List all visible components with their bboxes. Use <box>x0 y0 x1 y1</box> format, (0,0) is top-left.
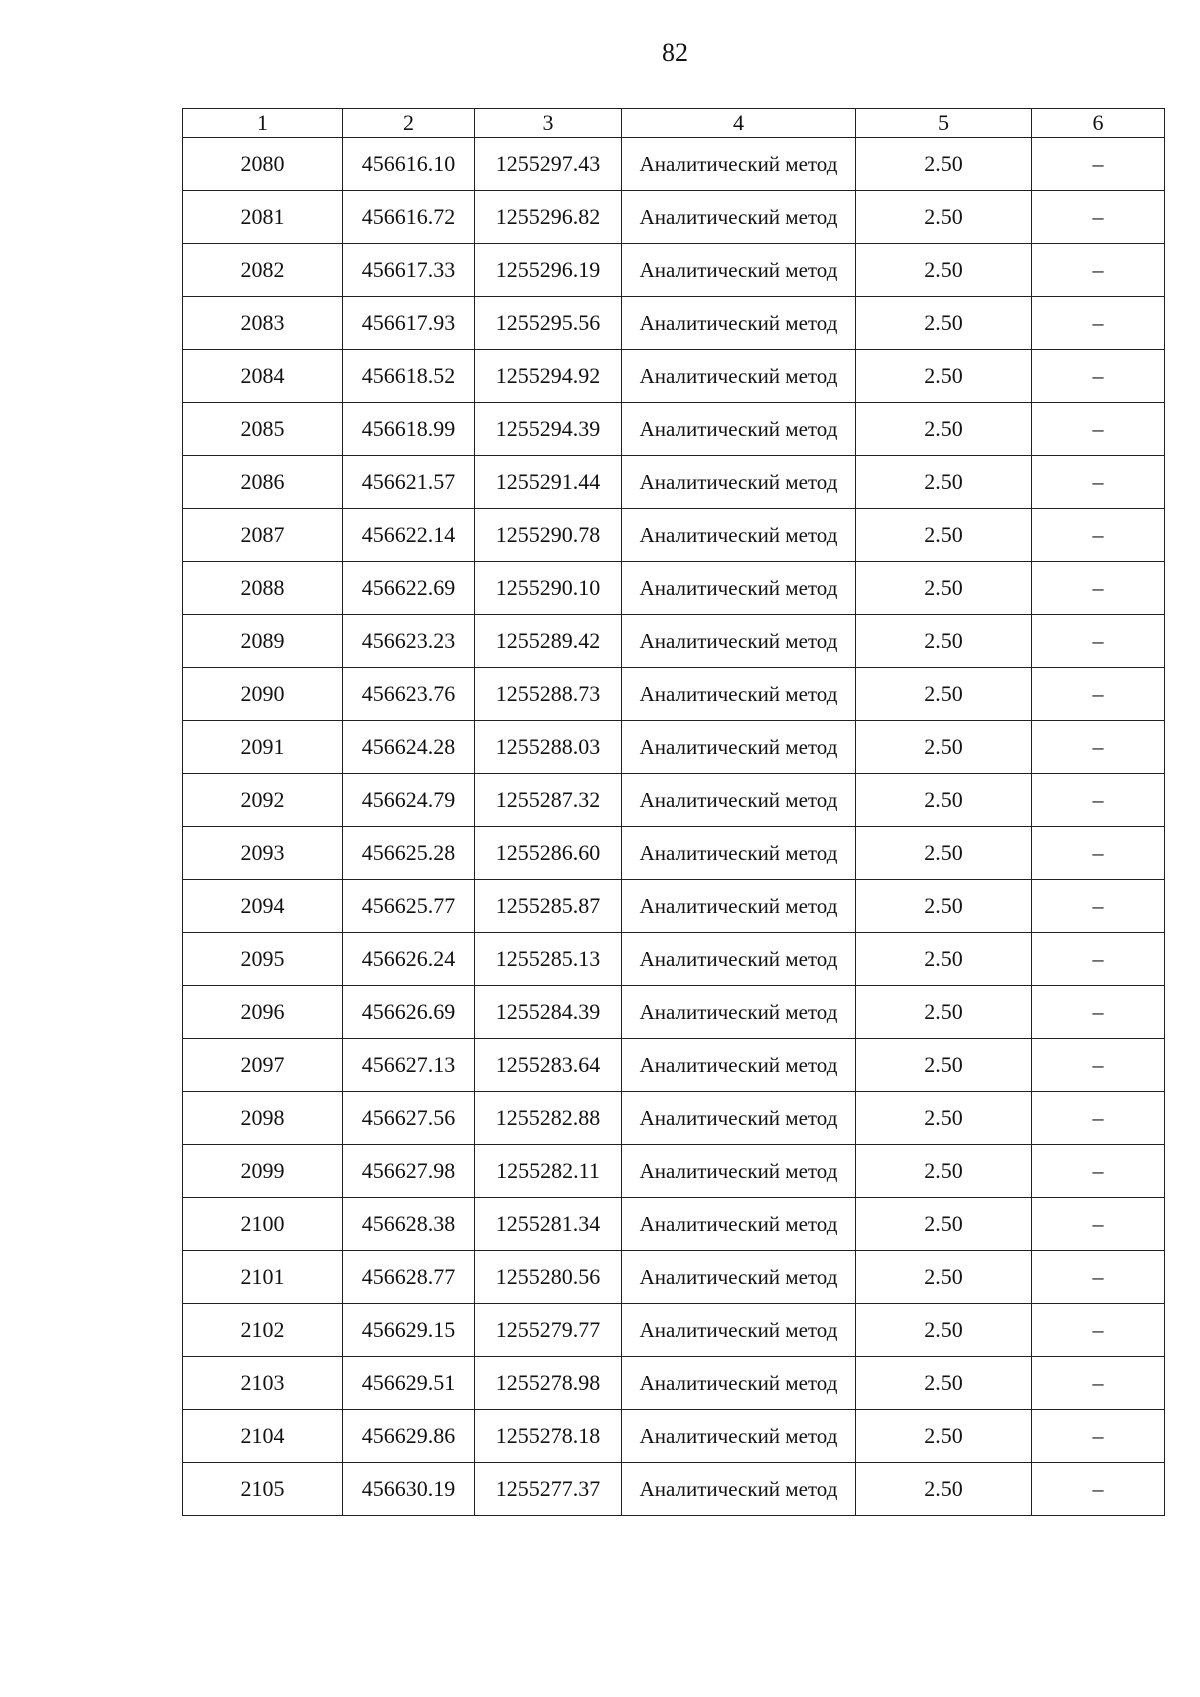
cell-point-number: 2099 <box>183 1145 343 1198</box>
cell-method: Аналитический метод <box>622 403 856 456</box>
table-row <box>183 191 1165 244</box>
cell-method: Аналитический метод <box>622 827 856 880</box>
table-row <box>183 456 1165 509</box>
table-row <box>183 880 1165 933</box>
cell-point-number: 2101 <box>183 1251 343 1304</box>
cell-note: – <box>1032 1092 1165 1145</box>
cell-point-number: 2092 <box>183 774 343 827</box>
cell-method: Аналитический метод <box>622 138 856 191</box>
cell-note: – <box>1032 1039 1165 1092</box>
cell-y-coordinate: 1255282.88 <box>475 1092 622 1145</box>
cell-note: – <box>1032 668 1165 721</box>
table-header <box>183 109 1165 138</box>
cell-point-number: 2094 <box>183 880 343 933</box>
cell-method: Аналитический метод <box>622 1145 856 1198</box>
cell-y-coordinate: 1255277.37 <box>475 1463 622 1516</box>
cell-note: – <box>1032 244 1165 297</box>
cell-method: Аналитический метод <box>622 774 856 827</box>
cell-x-coordinate: 456625.28 <box>343 827 475 880</box>
cell-error: 2.50 <box>856 297 1032 350</box>
cell-error: 2.50 <box>856 350 1032 403</box>
cell-method: Аналитический метод <box>622 1410 856 1463</box>
cell-error: 2.50 <box>856 244 1032 297</box>
column-header-point-number: 1 <box>183 109 343 138</box>
cell-error: 2.50 <box>856 774 1032 827</box>
page-number: 82 <box>662 38 688 67</box>
cell-error: 2.50 <box>856 1357 1032 1410</box>
cell-error: 2.50 <box>856 1092 1032 1145</box>
cell-x-coordinate: 456629.15 <box>343 1304 475 1357</box>
table-row <box>183 668 1165 721</box>
cell-y-coordinate: 1255281.34 <box>475 1198 622 1251</box>
cell-method: Аналитический метод <box>622 880 856 933</box>
cell-y-coordinate: 1255290.10 <box>475 562 622 615</box>
table-row <box>183 615 1165 668</box>
cell-note: – <box>1032 986 1165 1039</box>
cell-note: – <box>1032 615 1165 668</box>
cell-x-coordinate: 456629.86 <box>343 1410 475 1463</box>
cell-method: Аналитический метод <box>622 986 856 1039</box>
table-row <box>183 827 1165 880</box>
cell-error: 2.50 <box>856 191 1032 244</box>
column-header-method: 4 <box>622 109 856 138</box>
cell-y-coordinate: 1255289.42 <box>475 615 622 668</box>
table-row <box>183 986 1165 1039</box>
table-row <box>183 244 1165 297</box>
coordinates-table <box>182 108 1165 1516</box>
table-row <box>183 721 1165 774</box>
cell-point-number: 2084 <box>183 350 343 403</box>
cell-point-number: 2082 <box>183 244 343 297</box>
cell-note: – <box>1032 827 1165 880</box>
cell-x-coordinate: 456616.72 <box>343 191 475 244</box>
cell-y-coordinate: 1255283.64 <box>475 1039 622 1092</box>
table-row <box>183 774 1165 827</box>
cell-method: Аналитический метод <box>622 615 856 668</box>
cell-x-coordinate: 456617.93 <box>343 297 475 350</box>
cell-x-coordinate: 456625.77 <box>343 880 475 933</box>
cell-x-coordinate: 456624.79 <box>343 774 475 827</box>
table-row <box>183 1251 1165 1304</box>
table-row <box>183 562 1165 615</box>
cell-note: – <box>1032 403 1165 456</box>
cell-error: 2.50 <box>856 403 1032 456</box>
table-row <box>183 1304 1165 1357</box>
cell-error: 2.50 <box>856 1463 1032 1516</box>
cell-y-coordinate: 1255278.98 <box>475 1357 622 1410</box>
cell-x-coordinate: 456627.13 <box>343 1039 475 1092</box>
cell-method: Аналитический метод <box>622 933 856 986</box>
cell-x-coordinate: 456627.98 <box>343 1145 475 1198</box>
cell-y-coordinate: 1255291.44 <box>475 456 622 509</box>
cell-error: 2.50 <box>856 456 1032 509</box>
table-row <box>183 350 1165 403</box>
cell-error: 2.50 <box>856 615 1032 668</box>
cell-y-coordinate: 1255288.73 <box>475 668 622 721</box>
cell-x-coordinate: 456630.19 <box>343 1463 475 1516</box>
cell-point-number: 2102 <box>183 1304 343 1357</box>
cell-error: 2.50 <box>856 1304 1032 1357</box>
cell-point-number: 2100 <box>183 1198 343 1251</box>
column-header-note: 6 <box>1032 109 1165 138</box>
cell-method: Аналитический метод <box>622 721 856 774</box>
table-row <box>183 297 1165 350</box>
table-row <box>183 1039 1165 1092</box>
table-row <box>183 1092 1165 1145</box>
cell-method: Аналитический метод <box>622 1251 856 1304</box>
cell-method: Аналитический метод <box>622 456 856 509</box>
cell-note: – <box>1032 880 1165 933</box>
cell-point-number: 2091 <box>183 721 343 774</box>
cell-note: – <box>1032 1198 1165 1251</box>
cell-x-coordinate: 456627.56 <box>343 1092 475 1145</box>
cell-x-coordinate: 456616.10 <box>343 138 475 191</box>
cell-x-coordinate: 456626.24 <box>343 933 475 986</box>
cell-y-coordinate: 1255296.82 <box>475 191 622 244</box>
cell-y-coordinate: 1255287.32 <box>475 774 622 827</box>
cell-x-coordinate: 456628.77 <box>343 1251 475 1304</box>
cell-method: Аналитический метод <box>622 350 856 403</box>
cell-y-coordinate: 1255294.39 <box>475 403 622 456</box>
cell-x-coordinate: 456623.76 <box>343 668 475 721</box>
column-header-error: 5 <box>856 109 1032 138</box>
cell-note: – <box>1032 1145 1165 1198</box>
cell-note: – <box>1032 350 1165 403</box>
cell-point-number: 2086 <box>183 456 343 509</box>
cell-x-coordinate: 456622.14 <box>343 509 475 562</box>
cell-point-number: 2105 <box>183 1463 343 1516</box>
cell-point-number: 2090 <box>183 668 343 721</box>
cell-note: – <box>1032 1304 1165 1357</box>
cell-y-coordinate: 1255280.56 <box>475 1251 622 1304</box>
cell-y-coordinate: 1255282.11 <box>475 1145 622 1198</box>
table-row <box>183 1357 1165 1410</box>
column-header-x-coordinate: 2 <box>343 109 475 138</box>
table-row <box>183 1463 1165 1516</box>
table-row <box>183 509 1165 562</box>
cell-method: Аналитический метод <box>622 1304 856 1357</box>
cell-error: 2.50 <box>856 1198 1032 1251</box>
cell-error: 2.50 <box>856 933 1032 986</box>
cell-error: 2.50 <box>856 138 1032 191</box>
cell-error: 2.50 <box>856 986 1032 1039</box>
cell-method: Аналитический метод <box>622 562 856 615</box>
cell-note: – <box>1032 933 1165 986</box>
cell-y-coordinate: 1255297.43 <box>475 138 622 191</box>
column-header-y-coordinate: 3 <box>475 109 622 138</box>
cell-x-coordinate: 456618.52 <box>343 350 475 403</box>
cell-x-coordinate: 456618.99 <box>343 403 475 456</box>
cell-note: – <box>1032 456 1165 509</box>
cell-y-coordinate: 1255296.19 <box>475 244 622 297</box>
cell-x-coordinate: 456623.23 <box>343 615 475 668</box>
cell-note: – <box>1032 191 1165 244</box>
cell-note: – <box>1032 138 1165 191</box>
cell-error: 2.50 <box>856 1410 1032 1463</box>
cell-point-number: 2085 <box>183 403 343 456</box>
header-row <box>183 109 1165 138</box>
cell-x-coordinate: 456621.57 <box>343 456 475 509</box>
table-row <box>183 933 1165 986</box>
cell-error: 2.50 <box>856 562 1032 615</box>
cell-note: – <box>1032 297 1165 350</box>
cell-x-coordinate: 456626.69 <box>343 986 475 1039</box>
cell-method: Аналитический метод <box>622 1092 856 1145</box>
cell-error: 2.50 <box>856 1039 1032 1092</box>
cell-method: Аналитический метод <box>622 1039 856 1092</box>
table-row <box>183 1410 1165 1463</box>
cell-point-number: 2083 <box>183 297 343 350</box>
cell-x-coordinate: 456622.69 <box>343 562 475 615</box>
cell-point-number: 2103 <box>183 1357 343 1410</box>
cell-point-number: 2089 <box>183 615 343 668</box>
cell-method: Аналитический метод <box>622 297 856 350</box>
cell-point-number: 2104 <box>183 1410 343 1463</box>
cell-error: 2.50 <box>856 1145 1032 1198</box>
cell-error: 2.50 <box>856 827 1032 880</box>
cell-error: 2.50 <box>856 509 1032 562</box>
cell-y-coordinate: 1255288.03 <box>475 721 622 774</box>
cell-point-number: 2098 <box>183 1092 343 1145</box>
cell-note: – <box>1032 721 1165 774</box>
cell-method: Аналитический метод <box>622 1463 856 1516</box>
table-row <box>183 138 1165 191</box>
table-row <box>183 403 1165 456</box>
cell-y-coordinate: 1255286.60 <box>475 827 622 880</box>
cell-note: – <box>1032 562 1165 615</box>
cell-y-coordinate: 1255290.78 <box>475 509 622 562</box>
cell-y-coordinate: 1255279.77 <box>475 1304 622 1357</box>
cell-method: Аналитический метод <box>622 668 856 721</box>
cell-point-number: 2087 <box>183 509 343 562</box>
cell-y-coordinate: 1255285.13 <box>475 933 622 986</box>
cell-y-coordinate: 1255284.39 <box>475 986 622 1039</box>
cell-error: 2.50 <box>856 668 1032 721</box>
cell-x-coordinate: 456617.33 <box>343 244 475 297</box>
cell-note: – <box>1032 1357 1165 1410</box>
cell-y-coordinate: 1255295.56 <box>475 297 622 350</box>
cell-point-number: 2097 <box>183 1039 343 1092</box>
cell-error: 2.50 <box>856 880 1032 933</box>
cell-point-number: 2093 <box>183 827 343 880</box>
cell-note: – <box>1032 1463 1165 1516</box>
cell-y-coordinate: 1255285.87 <box>475 880 622 933</box>
cell-point-number: 2080 <box>183 138 343 191</box>
cell-method: Аналитический метод <box>622 1357 856 1410</box>
cell-point-number: 2095 <box>183 933 343 986</box>
cell-x-coordinate: 456629.51 <box>343 1357 475 1410</box>
cell-x-coordinate: 456628.38 <box>343 1198 475 1251</box>
cell-y-coordinate: 1255294.92 <box>475 350 622 403</box>
cell-y-coordinate: 1255278.18 <box>475 1410 622 1463</box>
cell-point-number: 2096 <box>183 986 343 1039</box>
cell-note: – <box>1032 509 1165 562</box>
cell-point-number: 2081 <box>183 191 343 244</box>
cell-note: – <box>1032 774 1165 827</box>
cell-error: 2.50 <box>856 721 1032 774</box>
table-row <box>183 1145 1165 1198</box>
cell-note: – <box>1032 1410 1165 1463</box>
cell-method: Аналитический метод <box>622 191 856 244</box>
cell-method: Аналитический метод <box>622 509 856 562</box>
table-row <box>183 1198 1165 1251</box>
cell-x-coordinate: 456624.28 <box>343 721 475 774</box>
table-body <box>183 138 1165 1516</box>
cell-method: Аналитический метод <box>622 244 856 297</box>
cell-point-number: 2088 <box>183 562 343 615</box>
cell-method: Аналитический метод <box>622 1198 856 1251</box>
cell-note: – <box>1032 1251 1165 1304</box>
cell-error: 2.50 <box>856 1251 1032 1304</box>
